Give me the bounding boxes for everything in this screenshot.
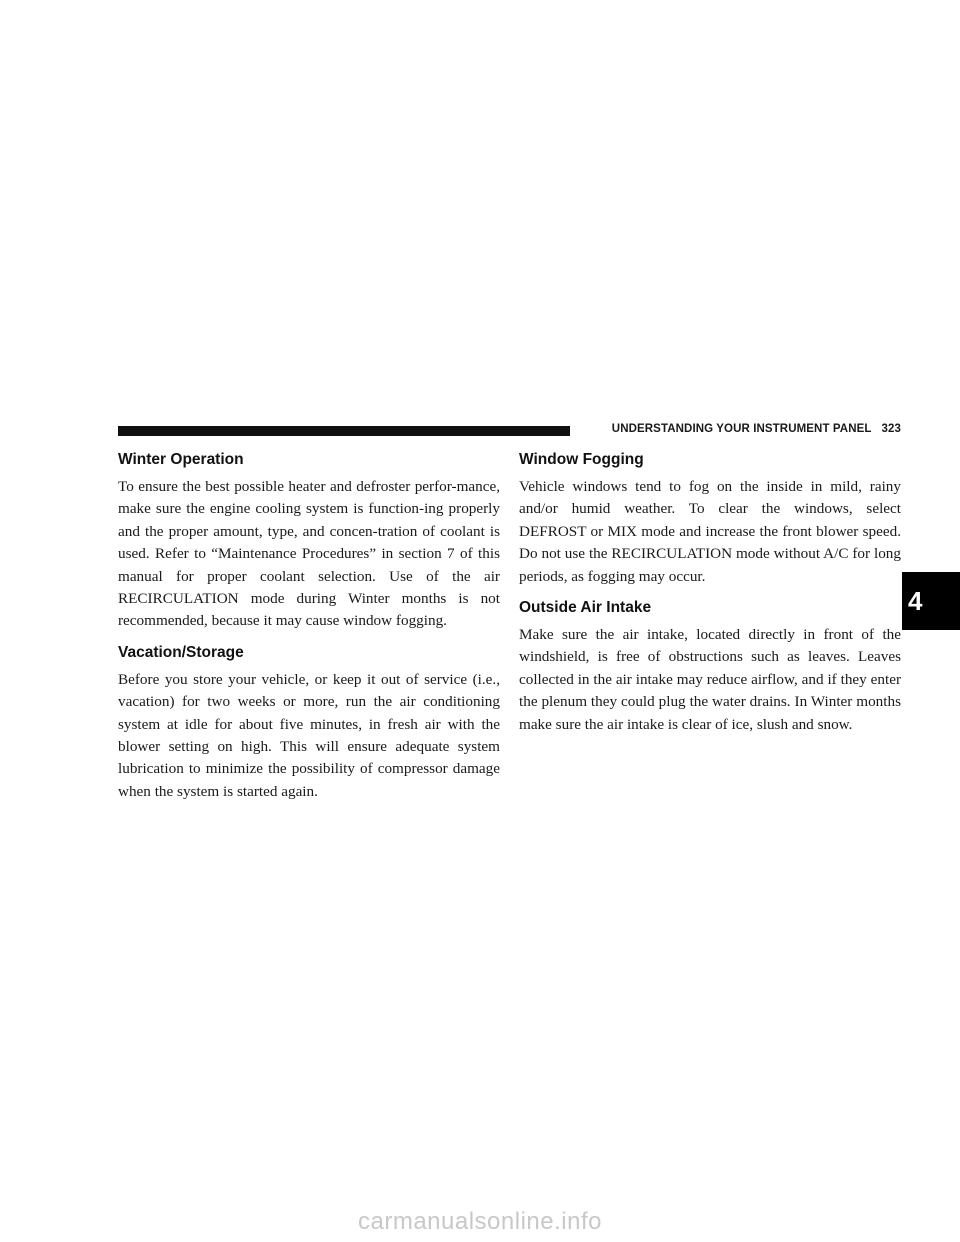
running-header — [577, 422, 901, 436]
watermark: carmanualsonline.info — [358, 1208, 602, 1235]
right-column — [519, 450, 901, 736]
section-body-window-fogging: Vehicle windows tend to fog on the inside in mild, rainy and/or humid weather. To clear the windows, select DEFROST or MIX mode and increase the front blower speed. Do not use the RECIRCULATION mode without A/C for long periods, as fogging may occur. — [519, 478, 901, 585]
section-body-vacation-storage: Before you store your vehicle, or keep it out of service (i.e., vacation) for two weeks or more, run the air conditioning system at idle for about five minutes, in fresh air with the blower setting on high. This will ensure adequate system lubrication to minimize the possibility of compressor damage when the system is started again. — [118, 670, 500, 800]
section-body-outside-air-intake: Make sure the air intake, located directly in front of the windshield, is free of obstructions such as leaves. Leaves collected in the air intake may reduce airflow, and if they enter the plenum they could plug the water drains. In Winter months make sure the air intake is clear of ice, slush and snow. — [519, 626, 901, 733]
section-heading-winter-operation: Winter Operation — [118, 451, 244, 468]
section-body-winter-operation: To ensure the best possible heater and defroster perfor-mance, make sure the engine cooling system is function-ing properly and the proper amount, type, and concen-tration of coolant is used. Refer to “Maintenance Procedures” in section 7 of this manual for proper coolant selection. Use of the air RECIRCULATION mode during Winter months is not recommended, because it may cause window fogging. — [118, 478, 500, 630]
page-number: 323 — [881, 423, 901, 435]
left-column — [118, 450, 500, 803]
section-heading-window-fogging: Window Fogging — [519, 451, 644, 468]
section-heading-vacation-storage: Vacation/Storage — [118, 643, 244, 661]
section-heading-outside-air-intake: Outside Air Intake — [519, 599, 652, 617]
header-rule-bar — [118, 426, 570, 436]
running-header-title: UNDERSTANDING YOUR INSTRUMENT PANEL — [611, 423, 872, 435]
chapter-tab: 4 — [902, 572, 960, 630]
